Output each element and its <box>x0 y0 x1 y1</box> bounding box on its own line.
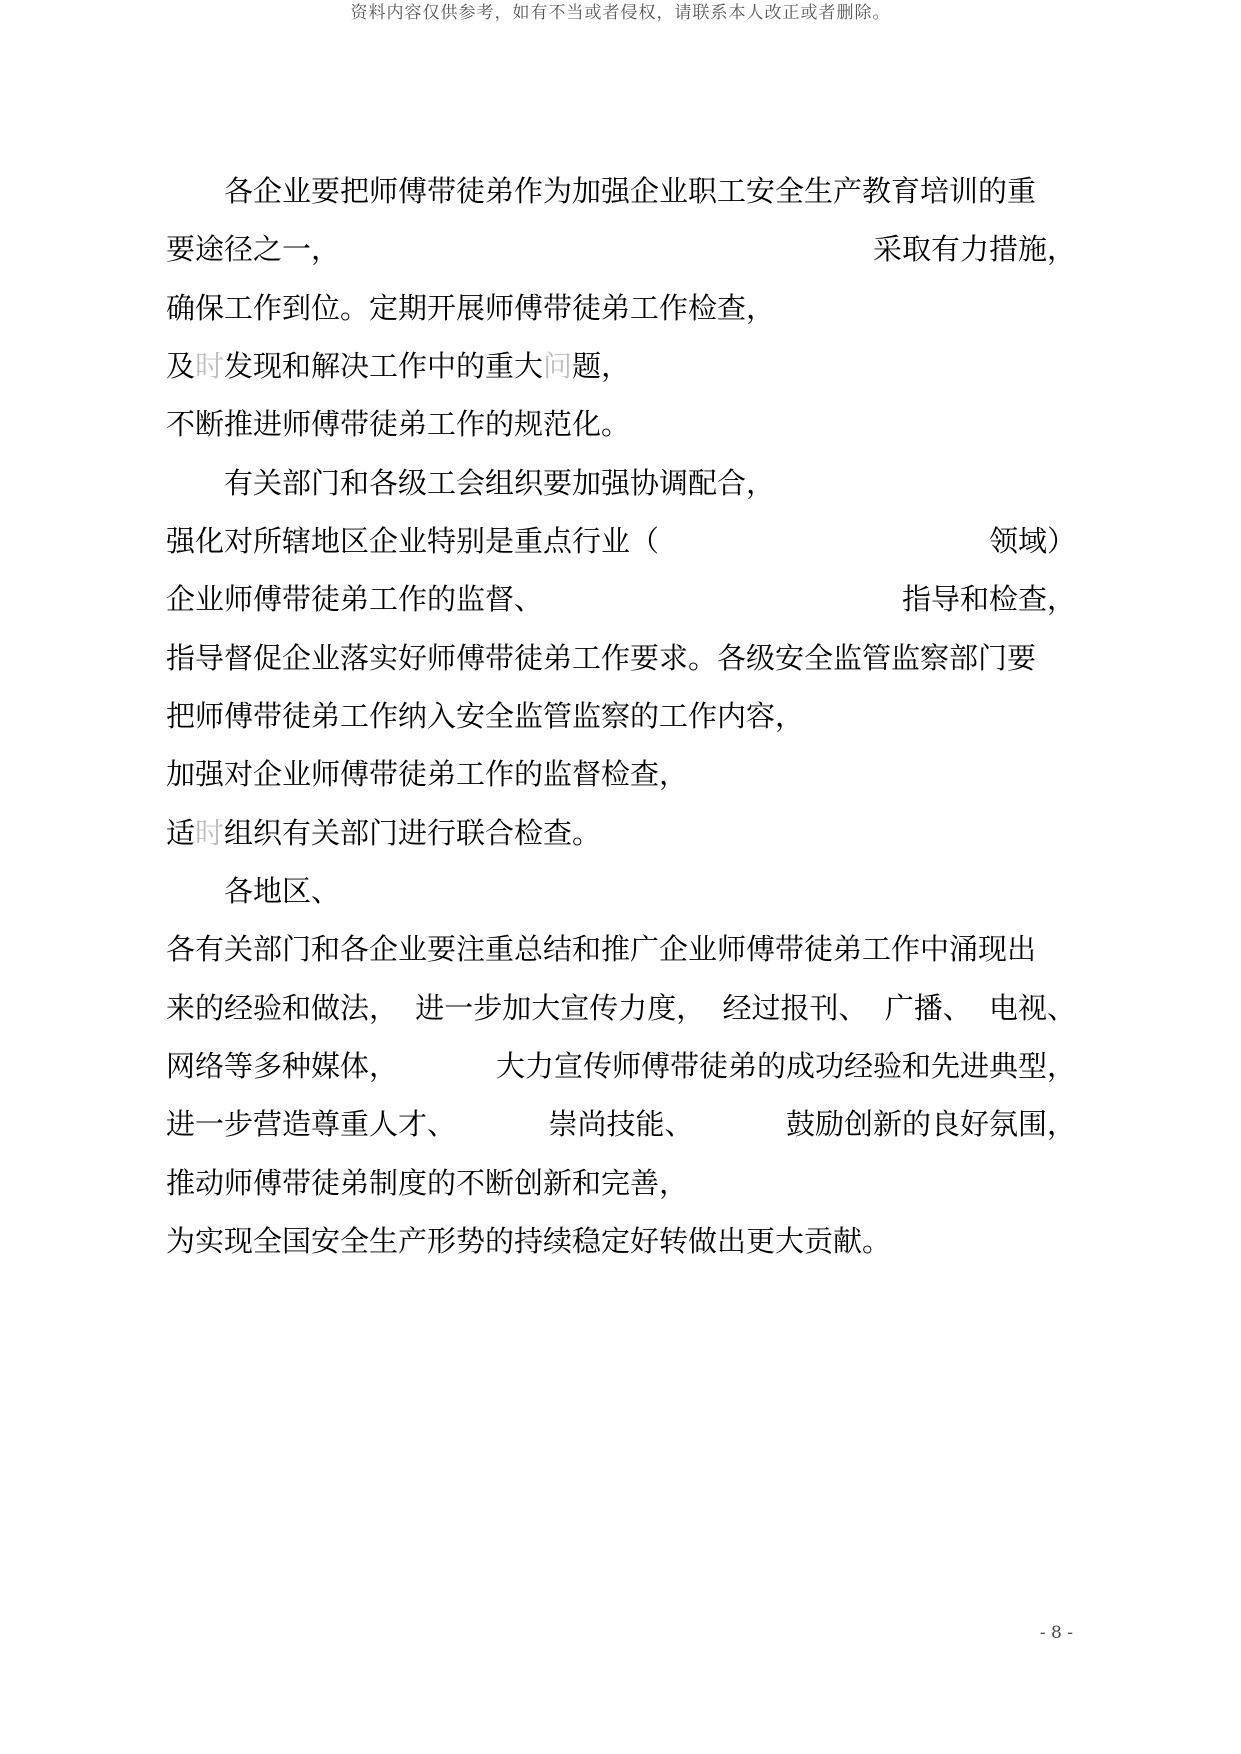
text-line <box>166 988 1076 1028</box>
text-segment: 要途径之一， <box>166 232 341 266</box>
text-segment: 领域） <box>988 524 1076 558</box>
text-line: 为实现全国安全生产形势的持续稳定好转做出更大贡献。 <box>166 1224 892 1258</box>
text-segment: 进一步加大宣传力度， <box>415 991 706 1025</box>
text-segment: 电视、 <box>988 991 1076 1025</box>
text-segment: 鼓励创新的良好氛围， <box>785 1107 1076 1141</box>
text-line: 各地区、 <box>224 874 341 908</box>
text-segment: 进一步营造尊重人才、 <box>166 1107 457 1141</box>
text-line <box>166 813 1076 853</box>
text-segment: 大力宣传师傅带徒弟的成功经验和先进典型， <box>495 1049 1076 1083</box>
text-line <box>166 1046 1076 1086</box>
text-segment: 企业师傅带徒弟工作的监督、 <box>166 582 544 616</box>
text-segment: 发现和解决工作中的重大 <box>224 349 544 383</box>
text-segment: 及 <box>166 349 196 383</box>
text-line: 有关部门和各级工会组织要加强协调配合， <box>224 466 776 500</box>
text-segment: 采取有力措施， <box>872 232 1076 266</box>
text-segment: 来的经验和做法， <box>166 991 399 1025</box>
text-segment: 经过报刊、 <box>722 991 868 1025</box>
text-line: 不断推进师傅带徒弟工作的规范化。 <box>166 407 631 441</box>
text-line: 加强对企业师傅带徒弟工作的监督检查， <box>166 757 689 791</box>
text-line: 指导督促企业落实好师傅带徒弟工作要求。各级安全监管监察部门要 <box>166 641 1037 675</box>
text-line <box>166 346 1076 386</box>
text-line: 各企业要把师傅带徒弟作为加强企业职工安全生产教育培训的重 <box>224 174 1037 208</box>
text-segment: 强化对所辖地区企业特别是重点行业（ <box>166 524 660 558</box>
text-line: 各有关部门和各企业要注重总结和推广企业师傅带徒弟工作中涌现出 <box>166 932 1037 966</box>
text-line <box>166 521 1076 561</box>
text-segment: 崇尚技能、 <box>548 1107 694 1141</box>
text-segment: 题， <box>572 349 631 383</box>
text-line: 确保工作到位。定期开展师傅带徒弟工作检查， <box>166 291 776 325</box>
text-line: 推动师傅带徒弟制度的不断创新和完善， <box>166 1166 689 1200</box>
header-disclaimer: 资料内容仅供参考，如有不当或者侵权，请联系本人改正或者删除。 <box>350 3 891 23</box>
text-segment: 组织有关部门进行联合检查。 <box>224 816 602 850</box>
faint-character: 问 <box>543 349 573 383</box>
faint-character: 时 <box>195 816 225 850</box>
text-segment: 网络等多种媒体， <box>166 1049 399 1083</box>
text-line <box>166 579 1076 619</box>
text-segment: 广播、 <box>884 991 972 1025</box>
text-line <box>166 1104 1076 1144</box>
faint-character: 时 <box>195 349 225 383</box>
text-segment: 适 <box>166 816 196 850</box>
page-number: - 8 - <box>1039 1623 1073 1643</box>
text-line: 把师傅带徒弟工作纳入安全监管监察的工作内容， <box>166 699 805 733</box>
text-line <box>166 229 1076 269</box>
text-segment: 指导和检查， <box>901 582 1076 616</box>
